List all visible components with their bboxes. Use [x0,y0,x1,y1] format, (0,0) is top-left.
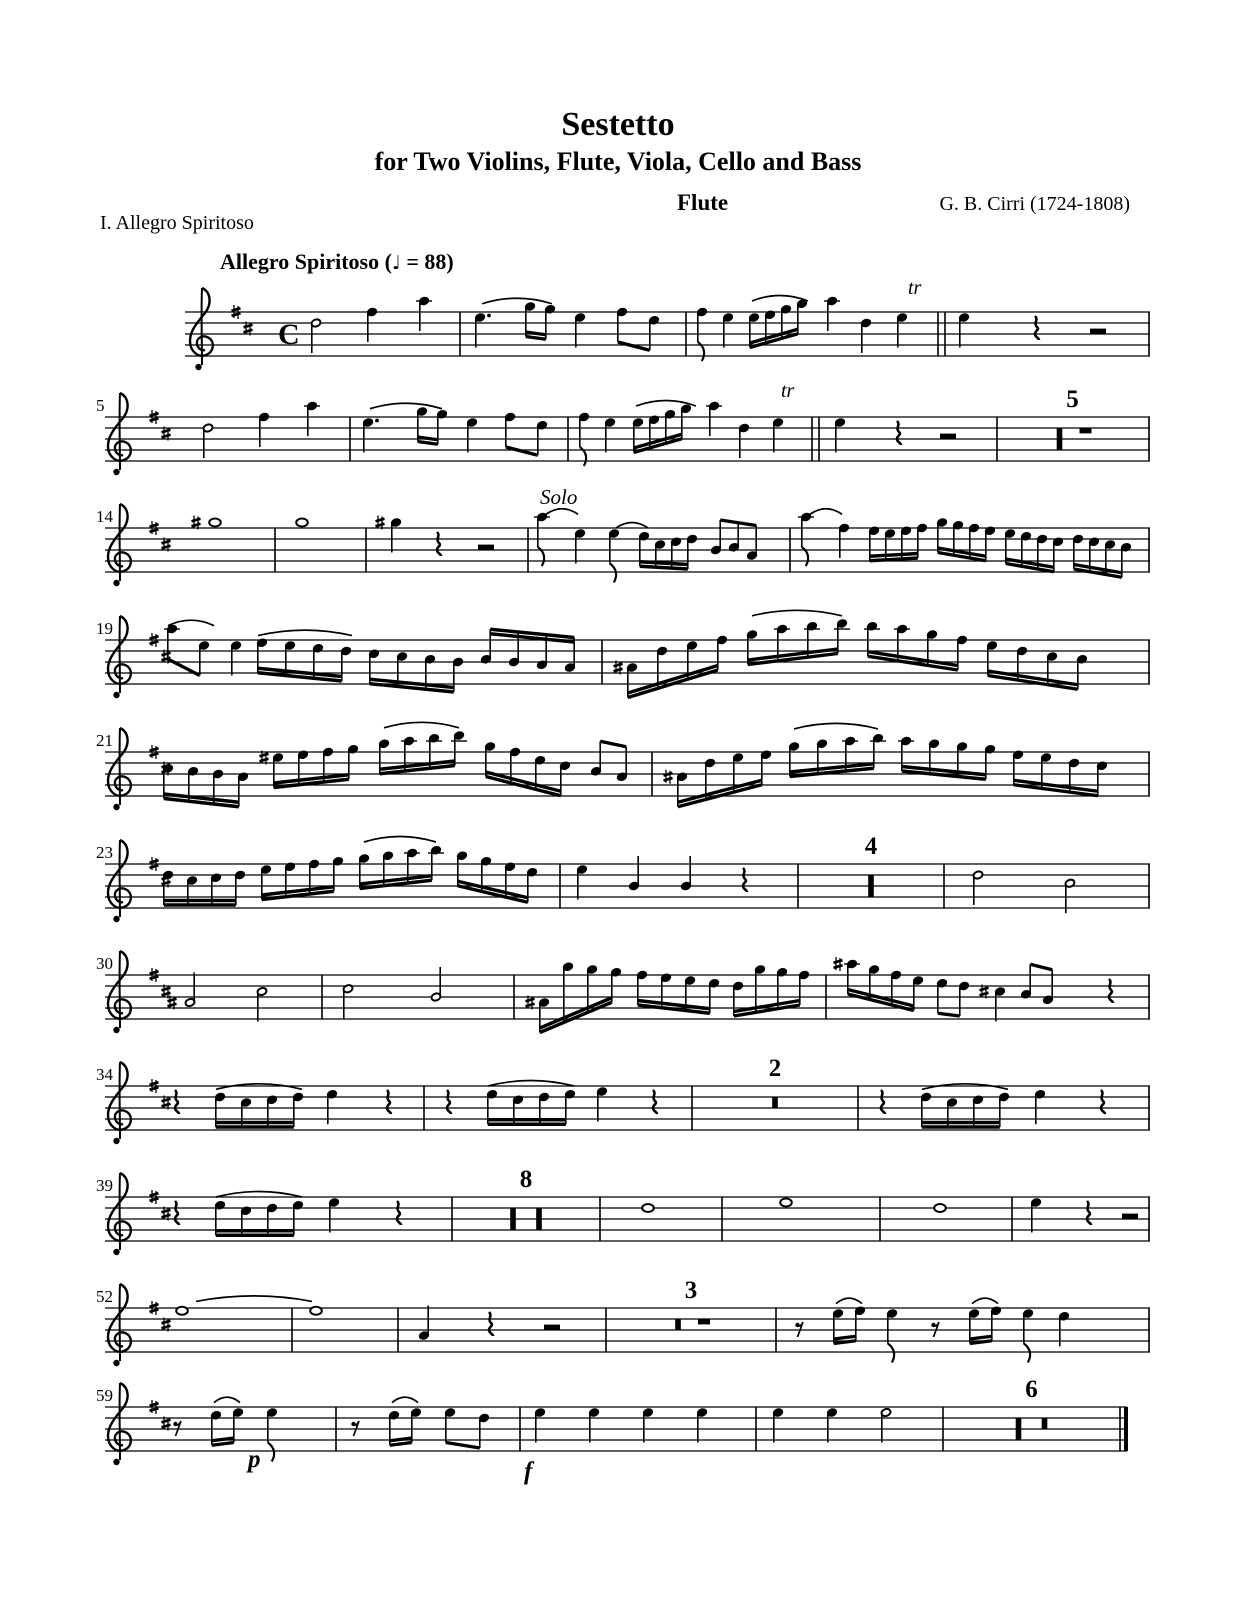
movement-label: I. Allegro Spiritoso [100,212,254,234]
measure-number: 5 [96,396,105,415]
multirest-count: 5 [1066,386,1079,413]
quarter-rest-icon [489,1312,493,1336]
common-time-icon: C [278,318,300,351]
dynamic-marking: p [248,1446,261,1473]
quarter-rest-icon [437,532,441,556]
quarter-rest-icon [447,1090,451,1114]
multirest-count: 3 [684,1277,698,1304]
half-rest-icon [478,545,494,550]
quarter-rest-icon [175,1090,179,1114]
multirest-count: 8 [519,1166,533,1193]
quarter-rest-icon [387,1090,391,1114]
composer-label: G. B. Cirri (1724-1808) [939,193,1130,215]
half-rest-icon [1090,329,1106,334]
measure-number: 14 [96,507,113,526]
half-rest-icon [940,434,956,439]
quarter-rest-icon [1109,979,1113,1003]
measure-number: 34 [96,1065,113,1084]
quarter-rest-icon [397,1201,401,1225]
tempo-text-suffix: = 88) [400,249,454,274]
piece-subtitle: for Two Violins, Flute, Viola, Cello and Bass [374,147,862,176]
treble-clef-icon [190,288,213,370]
quarter-rest-icon [897,421,901,445]
measure-number: 30 [96,954,113,973]
measure-number: 52 [96,1287,113,1306]
multirest-count: 2 [768,1055,782,1082]
measure-number: 39 [96,1176,113,1195]
quarter-note-icon: ♩ [391,252,401,274]
multirest-count: 6 [1025,1376,1038,1403]
measure-number: 23 [96,843,113,862]
quarter-rest-icon [175,1201,179,1225]
dynamic-marking: f [524,1458,533,1485]
measure-number: 19 [96,619,113,638]
quarter-rest-icon [1035,316,1039,340]
solo-marking: Solo [540,488,578,509]
tempo-text-prefix: Allegro Spiritoso ( [220,249,392,274]
staff-system-11 [0,1367,1236,1502]
multirest-count: 4 [864,833,878,860]
treble-clef-icon [108,393,131,475]
quarter-rest-icon [743,868,747,892]
instrument-label: Flute [677,190,729,215]
quarter-rest-icon [881,1090,885,1114]
measure-number: 21 [96,731,113,750]
half-rest-icon [544,1325,560,1330]
measure-number: 59 [96,1386,113,1405]
quarter-rest-icon [1101,1090,1105,1114]
half-rest-icon [1122,1214,1138,1219]
piece-title: Sestetto [561,106,675,143]
quarter-rest-icon [653,1090,657,1114]
trill-marking: tr [781,380,795,402]
quarter-rest-icon [1087,1201,1091,1225]
trill-marking: tr [908,277,922,299]
